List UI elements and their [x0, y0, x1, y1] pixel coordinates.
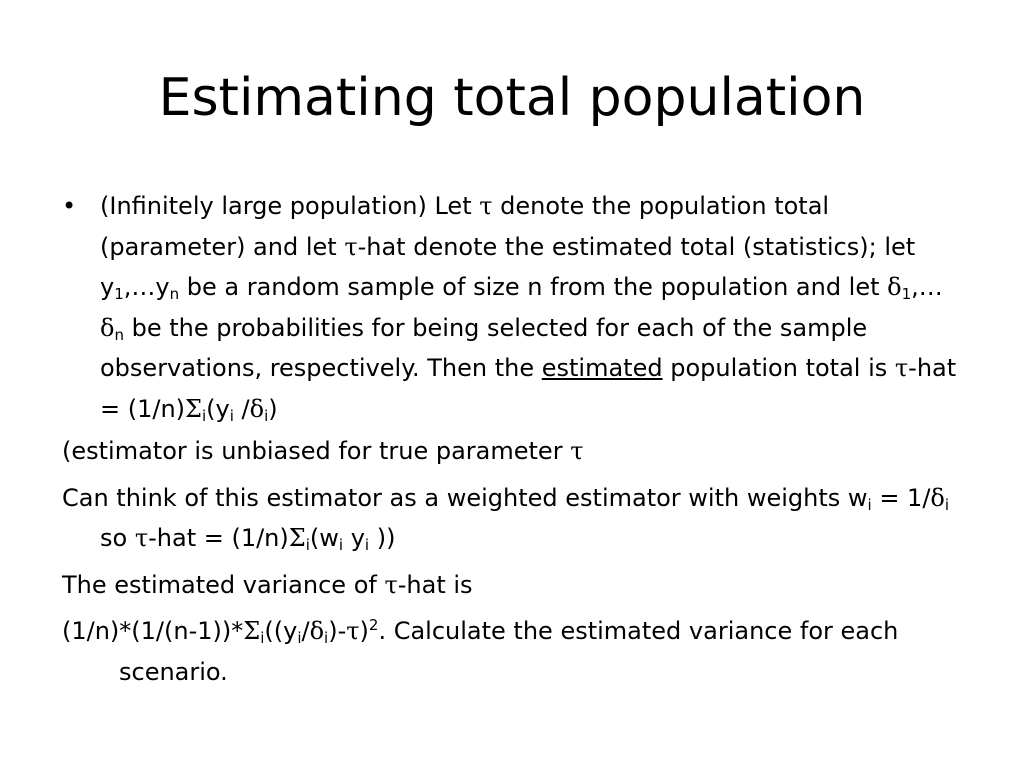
paragraph-unbiased: (estimator is unbiased for true parameter τ	[62, 437, 584, 465]
paragraph-variance-formula: $(1/n)*(1/(n-1))*\Sigma_i((y_i/\delta_i)-\tau)^2$. Calculate the estimated variance for each scenario.	[62, 616, 899, 686]
bullet-icon: •	[62, 192, 77, 220]
paragraph-variance-intro: The estimated variance of τ-hat is	[62, 570, 473, 599]
slide-body	[62, 186, 962, 698]
bullet-paragraph-definition: • (Infinitely large population) Let τ denote the population total (parameter) and let τ-hat denote the estimated total (statistics); let $y_1,\dots y_n$ be a random sample of size n from the population and let $\delta_1,\dots\delta_n$ be the probabilities for being selected for each of the sample observations, respectively. Then the estimated population total is $\tau-hat = (1/n)\Sigma_i(y_i$ $/\delta_i$)	[62, 186, 962, 429]
paragraph-weighted-estimator: Can think of this estimator as a weighted estimator with weights $w_i = 1/\delta_i$ so $\tau-hat = (1/n)\Sigma_i(w_i$ $y_i$ ))	[62, 483, 950, 554]
slide-title: Estimating total population	[158, 68, 866, 128]
underlined-estimated: estimated	[541, 354, 663, 382]
